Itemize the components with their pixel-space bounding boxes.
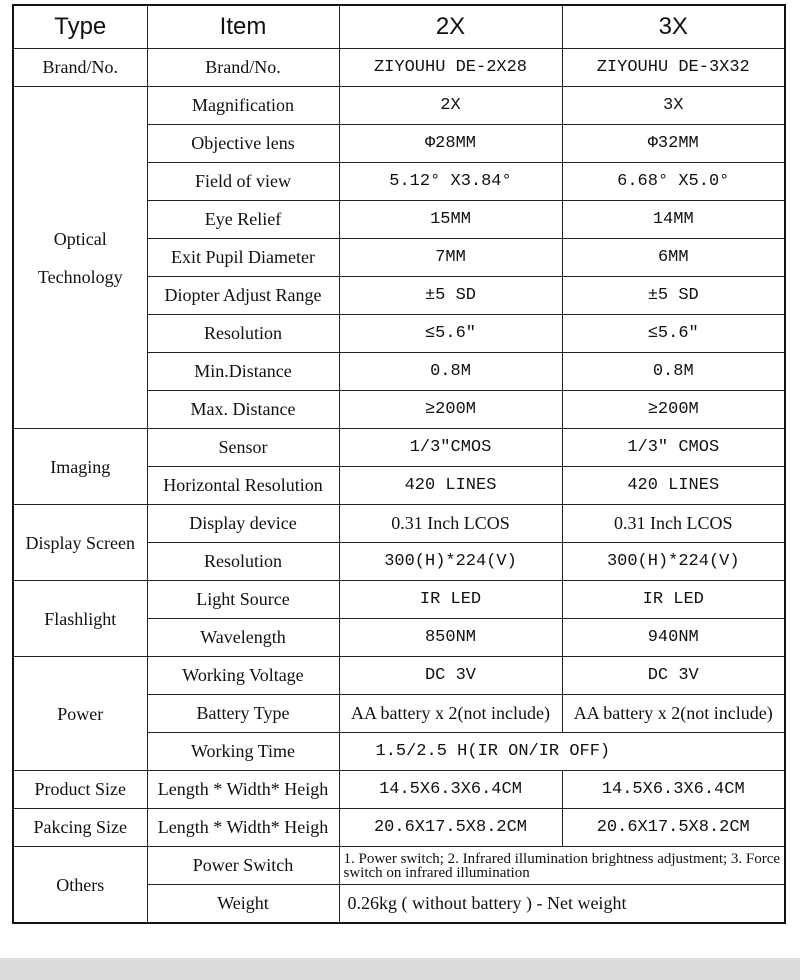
header-2x: 2X	[339, 5, 562, 49]
type-cell: Others	[13, 847, 147, 924]
item-cell: Min.Distance	[147, 353, 339, 391]
item-cell: Field of view	[147, 163, 339, 201]
weight-value: 0.26kg ( without battery ) - Net weight	[339, 885, 785, 924]
value-2x: AA battery x 2(not include)	[339, 695, 562, 733]
value-2x: 850NM	[339, 619, 562, 657]
value-2x: 14.5X6.3X6.4CM	[339, 771, 562, 809]
item-cell: Eye Relief	[147, 201, 339, 239]
value-2x: 15MM	[339, 201, 562, 239]
value-2x: 0.8M	[339, 353, 562, 391]
header-item: Item	[147, 5, 339, 49]
value-3x: 3X	[562, 87, 785, 125]
table-row	[13, 49, 785, 87]
item-cell: Horizontal Resolution	[147, 467, 339, 505]
item-cell: Display device	[147, 505, 339, 543]
item-cell: Max. Distance	[147, 391, 339, 429]
value-3x: AA battery x 2(not include)	[562, 695, 785, 733]
value-3x: 20.6X17.5X8.2CM	[562, 809, 785, 847]
table-row	[13, 771, 785, 809]
value-3x: 0.31 Inch LCOS	[562, 505, 785, 543]
value-3x: DC 3V	[562, 657, 785, 695]
value-3x: 300(H)*224(V)	[562, 543, 785, 581]
value-2x: 5.12° X3.84°	[339, 163, 562, 201]
item-cell: Brand/No.	[147, 49, 339, 87]
table-row	[13, 581, 785, 619]
value-3x: 1/3″ CMOS	[562, 429, 785, 467]
value-2x: 1/3″CMOS	[339, 429, 562, 467]
value-2x: ≤5.6″	[339, 315, 562, 353]
item-cell: Working Time	[147, 733, 339, 771]
header-type: Type	[13, 5, 147, 49]
value-3x: ZIYOUHU DE-3X32	[562, 49, 785, 87]
value-3x: 6.68° X5.0°	[562, 163, 785, 201]
type-cell: Flashlight	[13, 581, 147, 657]
value-3x: Φ32MM	[562, 125, 785, 163]
value-3x: ±5 SD	[562, 277, 785, 315]
value-2x: ≥200M	[339, 391, 562, 429]
value-3x: 14MM	[562, 201, 785, 239]
working-time-value: 1.5/2.5 H(IR ON/IR OFF)	[339, 733, 785, 771]
table-row	[13, 809, 785, 847]
value-3x: ≥200M	[562, 391, 785, 429]
table-row	[13, 657, 785, 695]
table-row	[13, 87, 785, 125]
value-2x: ZIYOUHU DE-2X28	[339, 49, 562, 87]
value-2x: 420 LINES	[339, 467, 562, 505]
table-row	[13, 505, 785, 543]
item-cell: Diopter Adjust Range	[147, 277, 339, 315]
value-3x: 6MM	[562, 239, 785, 277]
value-2x: 2X	[339, 87, 562, 125]
value-2x: ±5 SD	[339, 277, 562, 315]
value-2x: DC 3V	[339, 657, 562, 695]
value-3x: 940NM	[562, 619, 785, 657]
item-cell: Exit Pupil Diameter	[147, 239, 339, 277]
value-3x: IR LED	[562, 581, 785, 619]
item-cell: Length * Width* Heigh	[147, 809, 339, 847]
value-2x: 20.6X17.5X8.2CM	[339, 809, 562, 847]
power-switch-value: 1. Power switch; 2. Infrared illumination brightness adjustment; 3. Force switch on infrared illumination	[339, 847, 785, 885]
value-2x: 0.31 Inch LCOS	[339, 505, 562, 543]
type-cell: Imaging	[13, 429, 147, 505]
item-cell: Length * Width* Heigh	[147, 771, 339, 809]
item-cell: Resolution	[147, 543, 339, 581]
table-row	[13, 429, 785, 467]
value-3x: ≤5.6″	[562, 315, 785, 353]
type-cell: Display Screen	[13, 505, 147, 581]
item-cell: Power Switch	[147, 847, 339, 885]
header-3x: 3X	[562, 5, 785, 49]
value-2x: 7MM	[339, 239, 562, 277]
item-cell: Objective lens	[147, 125, 339, 163]
item-cell: Working Voltage	[147, 657, 339, 695]
spec-table	[12, 4, 786, 924]
type-cell: Power	[13, 657, 147, 771]
value-3x: 14.5X6.3X6.4CM	[562, 771, 785, 809]
table-row	[13, 847, 785, 885]
type-cell: Brand/No.	[13, 49, 147, 87]
value-2x: Φ28MM	[339, 125, 562, 163]
item-cell: Battery Type	[147, 695, 339, 733]
type-cell: Pakcing Size	[13, 809, 147, 847]
type-cell: Product Size	[13, 771, 147, 809]
type-cell: Optical Technology	[13, 87, 147, 429]
item-cell: Resolution	[147, 315, 339, 353]
value-2x: IR LED	[339, 581, 562, 619]
value-2x: 300(H)*224(V)	[339, 543, 562, 581]
item-cell: Magnification	[147, 87, 339, 125]
item-cell: Sensor	[147, 429, 339, 467]
header-row	[13, 5, 785, 49]
value-3x: 0.8M	[562, 353, 785, 391]
item-cell: Light Source	[147, 581, 339, 619]
item-cell: Weight	[147, 885, 339, 924]
item-cell: Wavelength	[147, 619, 339, 657]
value-3x: 420 LINES	[562, 467, 785, 505]
